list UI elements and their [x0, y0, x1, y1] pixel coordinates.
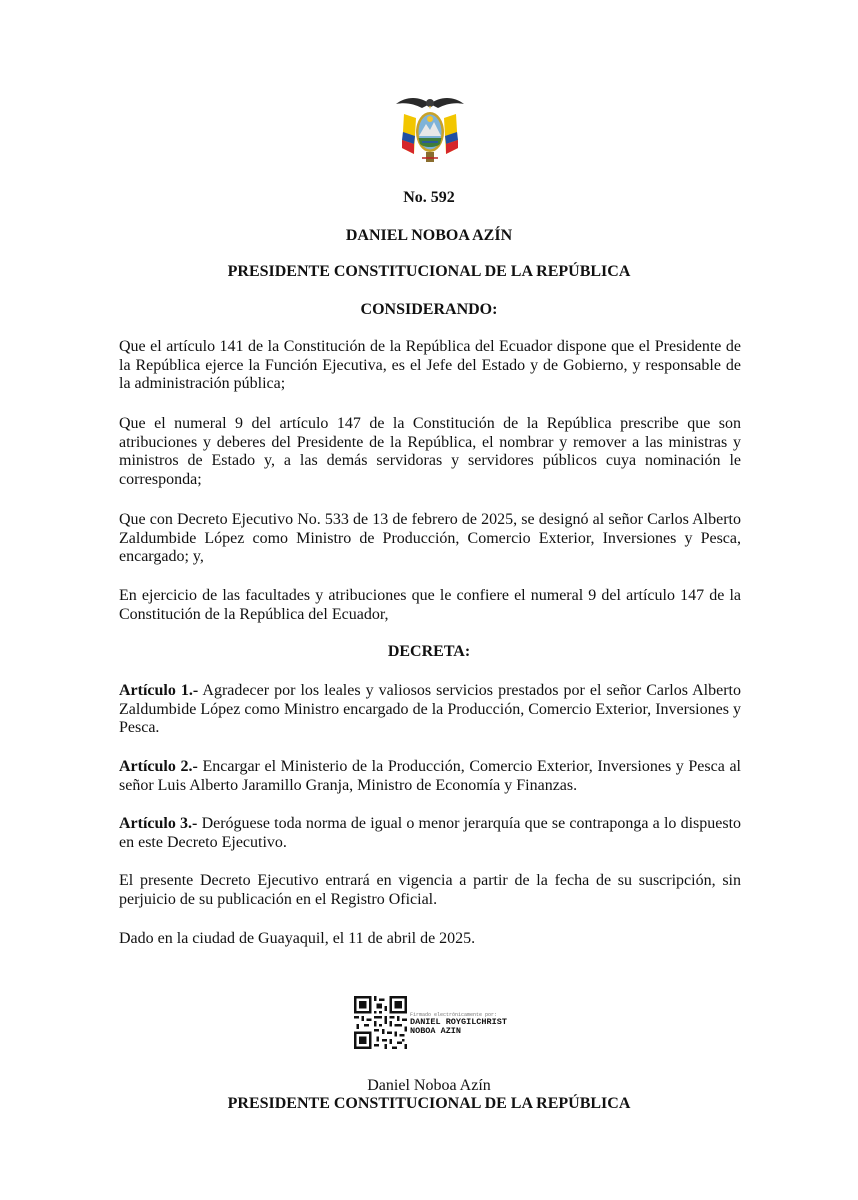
- article-2-label: Artículo 2.-: [119, 758, 198, 775]
- article-2-text: Encargar el Ministerio de la Producción, Comercio Exterior, Inversiones y Pesca al señor Luis Alberto Jaramillo Granja, Ministro de Economía y Finanzas.: [119, 758, 742, 794]
- considerando-1: Que el artículo 141 de la Constitución de la República del Ecuador dispone que el Presidente de la República ejerce la Función Ejecutiva, es el Jefe del Estado y de Gobierno, y responsable de la administración pública;: [119, 338, 741, 392]
- article-2: [119, 758, 741, 795]
- stamp-line-2: NOBOA AZIN: [410, 1026, 462, 1036]
- stamp-caption: Firmado electrónicamente por:: [410, 1012, 498, 1018]
- electronic-signature-stamp: [410, 1012, 507, 1036]
- stamp-line-1: DANIEL ROYGILCHRIST: [410, 1017, 507, 1027]
- vigencia-clause: El presente Decreto Ejecutivo entrará en vigencia a partir de la fecha de su suscripción, sin perjuicio de su publicación en el Registro Oficial.: [119, 872, 741, 908]
- article-3-label: Artículo 3.-: [119, 815, 198, 832]
- dado-clause: Dado en la ciudad de Guayaquil, el 11 de abril de 2025.: [119, 930, 476, 947]
- article-1: [119, 682, 741, 738]
- article-3: [119, 815, 741, 852]
- considerando-3: Que con Decreto Ejecutivo No. 533 de 13 de febrero de 2025, se designó al señor Carlos Alberto Zaldumbide López como Ministro de Producción, Comercio Exterior, Inversiones y Pesca, encargado; y,: [119, 511, 741, 565]
- considerando-heading: CONSIDERANDO:: [360, 301, 498, 318]
- decree-number: No. 592: [403, 189, 455, 206]
- signer-title: PRESIDENTE CONSTITUCIONAL DE LA REPÚBLICA: [227, 1095, 631, 1112]
- considerando-2: Que el numeral 9 del artículo 147 de la Constitución de la República prescribe que son atribuciones y deberes del Presidente de la República, el nombrar y remover a las ministras y ministros de Estado y, a las demás servidoras y servidores públicos cuya nominación le corresponda;: [119, 415, 741, 488]
- article-1-label: Artículo 1.-: [119, 682, 199, 699]
- decreta-heading: DECRETA:: [387, 643, 471, 660]
- signer-name: Daniel Noboa Azín: [367, 1077, 491, 1094]
- considerando-4: En ejercicio de las facultades y atribuciones que le confiere el numeral 9 del artículo 147 de la Constitución de la República del Ecuador,: [119, 587, 741, 623]
- ecuador-coat-of-arms-icon: [392, 92, 468, 168]
- issuer-name: DANIEL NOBOA AZÍN: [345, 227, 513, 244]
- article-3-text: Deróguese toda norma de igual o menor jerarquía que se contraponga a lo dispuesto en este Decreto Ejecutivo.: [119, 815, 742, 851]
- qr-code-icon: [354, 996, 407, 1049]
- issuer-office: PRESIDENTE CONSTITUCIONAL DE LA REPÚBLICA: [227, 263, 631, 280]
- article-1-text: Agradecer por los leales y valiosos servicios prestados por el señor Carlos Alberto Zaldumbide López como Ministro encargado de la Producción, Comercio Exterior, Inversiones y Pesca.: [119, 682, 742, 736]
